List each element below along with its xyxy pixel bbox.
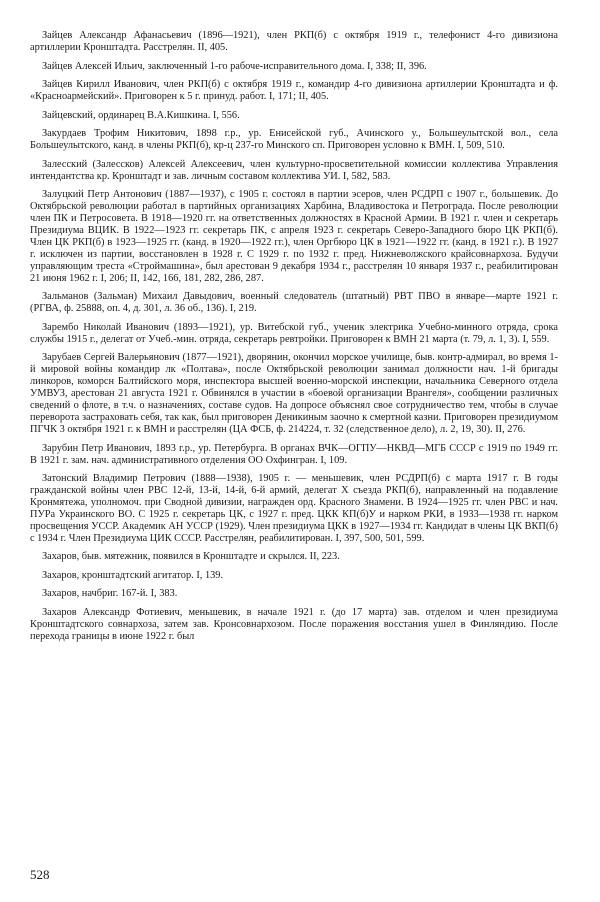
index-entry-zalmanov: Зальманов (Зальман) Михаил Давыдович, военный следователь (штатный) РВТ ПВО в январе—марте 1921 г. (РГВА, ф. 25888, оп. 4, д. 301, л. 36 об., 136). I, 219.: [30, 291, 558, 315]
index-entry-zalutsky: Залуцкий Петр Антонович (1887—1937), с 1905 г. состоял в партии эсеров, член РСДРП с 1907 г., большевик. До Октябрьской революции работал в партийных организациях Харбина, Владивостока и Петрограда. После революции член ПК и Петросовета. В 1918—1920 гг. на ответственных должностях в Красной Армии. В 1921 г. член и секретарь Президиума ВЦИК. В 1922—1923 гг. секретарь ПК, с апреля 1923 г. секретарь Северо-Западного бюро ЦК РКП(б). Член ЦК РКП(б) в 1923—1925 гг. (канд. в 1920—1922 гг.), член Оргбюро ЦК в 1921—1922 гг. (канд. в 1921 г.). В 1927 г. исключен из партии, восстановлен в 1928 г. С 1929 г. по 1932 г. пред. Нижневолжского крайсовнархоза. Будучи управляющим треста «Строймашина», был арестован 9 декабря 1934 г., расстрелян 10 января 1937 г., реабилитирован 21 июня 1962 г. I, 206; II, 142, 166, 181, 282, 286, 287.: [30, 189, 558, 284]
index-entry-zakurdaev: Закурдаев Трофим Никитович, 1898 г.р., ур. Енисейской губ., Ачинского у., Большеулытской вол., села Большеулытского, канд. в члены РКП(б), кр-ц 237-го Минского сп. Приговорен условно к ВМН. I, 509, 510.: [30, 128, 558, 152]
index-entry-zakharov-agitator: Захаров, кронштадтский агитатор. I, 139.: [42, 569, 224, 581]
index-entry-zakharov-mutineer: Захаров, быв. мятежник, появился в Кронштадте и скрылся. II, 223.: [42, 551, 340, 563]
index-entry-zarubaev: Зарубаев Сергей Валерьянович (1877—1921), дворянин, окончил морское училище, быв. контр-адмирал, во время 1-й мировой войны командир лк «Полтава», после Октябрьской революции занимал должности нач. 1-й бригады линкоров, комоpсн Балтийского моря, инспектора высшей военно-морской инспекции, начальника Северного отдела УМВУЗ, арестован 21 августа 1921 г. Обвинялся в участии в «боевой организации Врангеля», сообщении различных сведений о флоте, в т.ч. о назначениях, составе судов. На допросе объяснял свое сотрудничество тем, чтобы в случае переворота застраховать себя, так как, был приговорен Деникиным заочно к смертной казни. Приговорен президиумом ПГЧК 3 октября 1921 г. к ВМН и расстрелян (ЦА ФСБ, ф. 214224, т. 32 (следственное дело), л. 2, 19, 30). II, 276.: [30, 352, 558, 436]
index-entry-zarubin: Зарубин Петр Иванович, 1893 г.р., ур. Петербурга. В органах ВЧК—ОГПУ—НКВД—МГБ СССР с 1919 по 1949 гг. В 1921 г. зам. нач. административного отделения ОО Охфингран. I, 109.: [30, 442, 558, 466]
index-entry-zakharov-brigade: Захаров, начбриг. 167-й. I, 383.: [42, 588, 178, 600]
index-entry-zalessky: Залесский (Залесcков) Алексей Алексеевич, член культурно-просветительной комиссии коллектива Управления интендантства кр. Кронштадт и зав. личным составом коллектива УИ. I, 582, 583.: [30, 158, 558, 182]
index-entry-zakharov-aleksandr: Захаров Александр Фотиевич, меньшевик, в начале 1921 г. (до 17 марта) зав. отделом и член президиума Кронштадтского совнархоза, затем зав. Кронсовнархозом. После поражения восстания ушел в Финляндию. После перехода границы в июне 1922 г. был: [30, 607, 558, 642]
document-page: [30, 30, 558, 872]
index-entry-zarembo: Зарембо Николай Иванович (1893—1921), ур. Витебской губ., ученик электрика Учебно-минного отряда, срока службы 1915 г., делегат от Учеб.-мин. отряда, секретарь ревтройки. Приговорен к ВМН 21 марта (т. 79, л. 1, 3). I, 559.: [30, 321, 558, 345]
index-entry-zatonsky: Затонский Владимир Петрович (1888—1938), 1905 г. — меньшевик, член РСДРП(б) с марта 1917 г. В годы гражданской войны член РВС 12-й, 13-й, 14-й, 6-й армий, делегат X съезда РКП(б), направленный на подавление Кронмятежа, уполномоч. при Сводной дивизии, награжден орд. Красного Знамени. В 1924—1925 гг. член РВС и нач. ПУРа Украинского ВО. С 1925 г. секретарь ЦК, с 1927 г. пред. ЦКК КП(б)У и нарком РКИ, в 1933—1938 гг. нарком просвещения УССР. Академик АН УССР (1929). Член президиума ЦКК в 1927—1934 гг. Кандидат в члены ЦК ВКП(б) с 1934 г. Член Президиума ЦИК СССР. Расстрелян, реабилитирован. I, 397, 500, 501, 599.: [30, 473, 558, 544]
index-entry-zaytsev-aleksey: Зайцев Алексей Ильич, заключенный 1-го рабоче-исправительного дома. I, 338; II, 396.: [42, 60, 427, 72]
index-entry-zaytsev-kirill: Зайцев Кирилл Иванович, член РКП(б) с октября 1919 г., командир 4-го дивизиона артиллерии Кронштадта и ф. «Красноармейский». Приговорен к 5 г. принуд. работ. I, 171; II, 405.: [30, 79, 558, 102]
index-entry-zaytsevsky: Зайцевский, ординарец В.А.Кишкина. I, 556.: [42, 109, 240, 121]
page-number: 528: [30, 867, 50, 882]
index-entry-zaytsev-aleksandr: Зайцев Александр Афанасьевич (1896—1921), член РКП(б) с октября 1919 г., телефонист 4-го дивизиона артиллерии Кронштадта. Расстрелян. II, 405.: [30, 30, 558, 53]
